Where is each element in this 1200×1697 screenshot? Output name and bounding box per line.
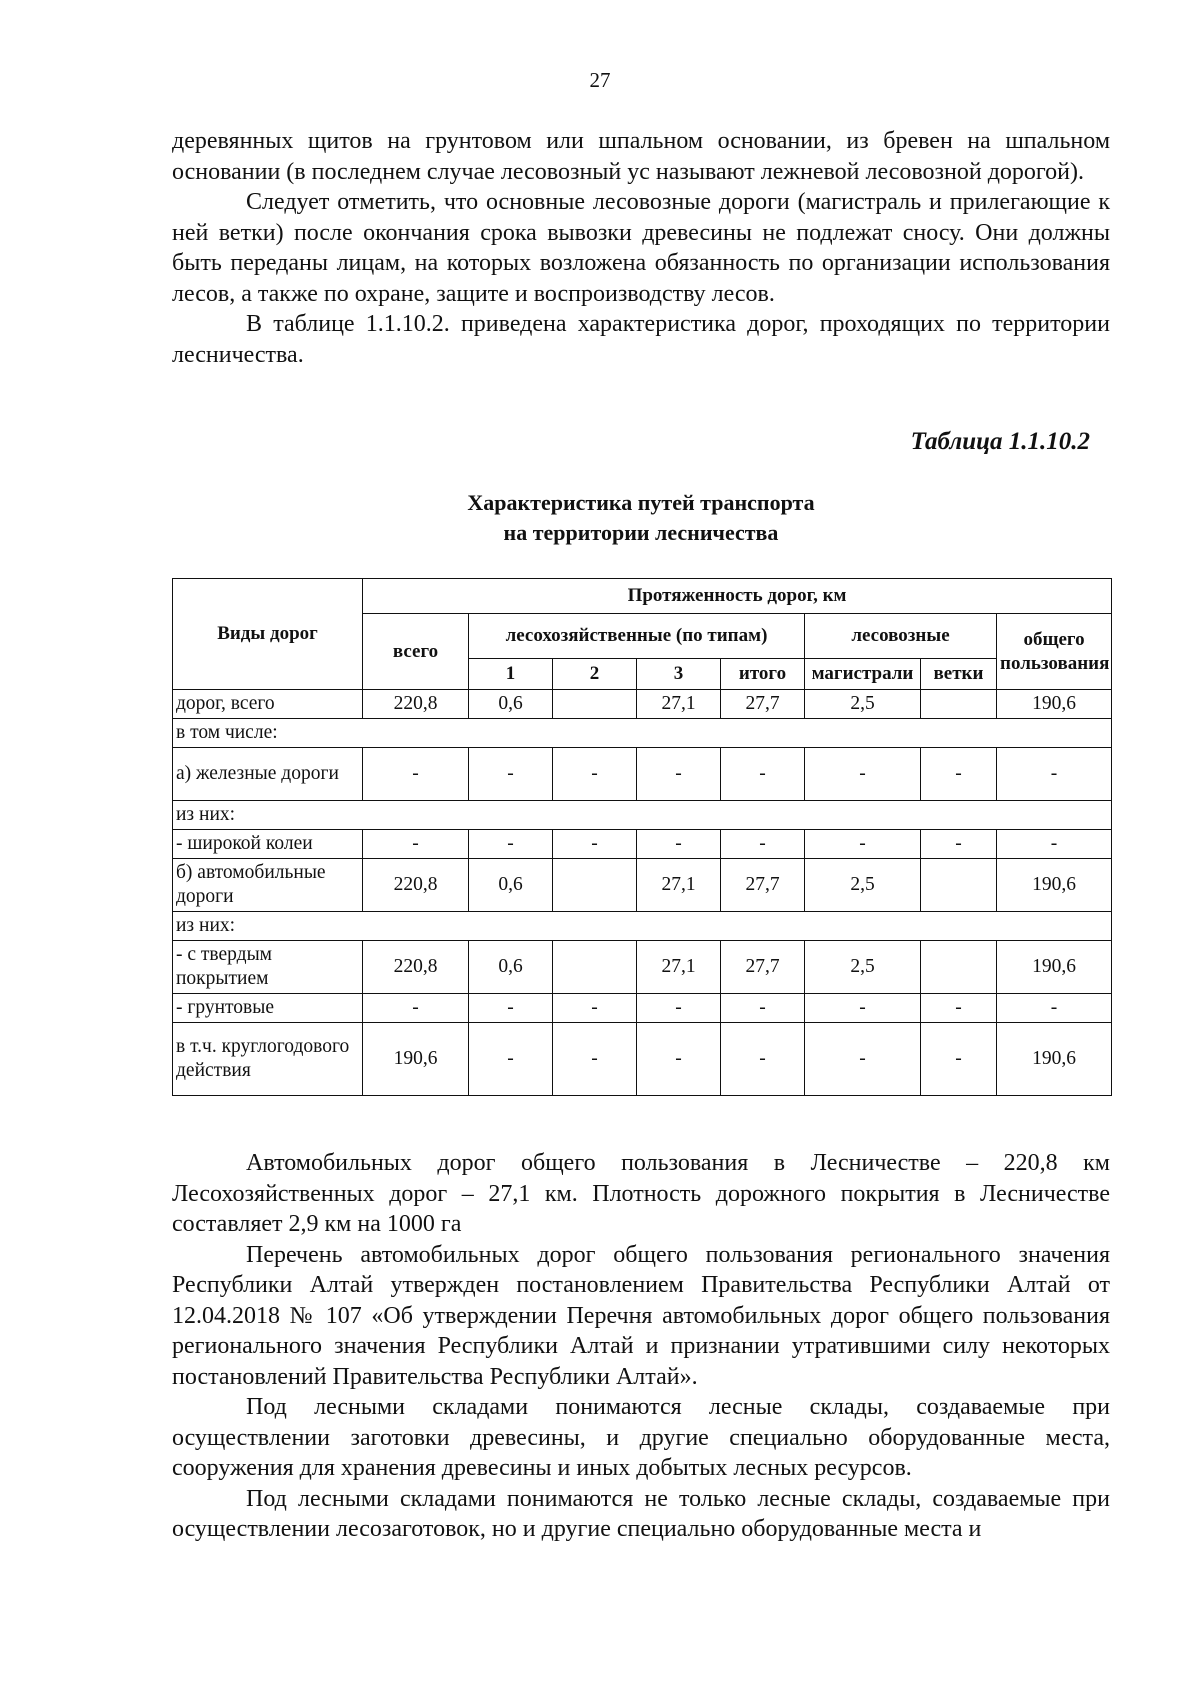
table-cell: - <box>637 748 721 801</box>
table-title <box>172 488 1110 548</box>
table-cell <box>553 690 637 719</box>
table-cell: 220,8 <box>363 859 469 912</box>
table-cell: - <box>921 830 997 859</box>
section-label: из них: <box>173 912 1112 941</box>
row-label: дорог, всего <box>173 690 363 719</box>
header-type-1: 1 <box>469 659 553 690</box>
table-cell: - <box>721 748 805 801</box>
table-cell: - <box>469 994 553 1023</box>
header-total: всего <box>363 614 469 690</box>
table-cell: - <box>363 830 469 859</box>
table-cell: - <box>997 994 1112 1023</box>
top-text-block <box>172 126 1110 370</box>
table-row <box>173 1023 1112 1096</box>
row-label: в т.ч. круглогодового действия <box>173 1023 363 1096</box>
table-cell: 27,7 <box>721 941 805 994</box>
table-cell: 190,6 <box>997 690 1112 719</box>
row-label: б) автомобильные дороги <box>173 859 363 912</box>
table-cell: - <box>553 1023 637 1096</box>
header-main: магистрали <box>805 659 921 690</box>
header-road-types: Виды дорог <box>173 579 363 690</box>
table-cell <box>921 941 997 994</box>
table-row <box>173 801 1112 830</box>
table-cell: - <box>363 748 469 801</box>
table-cell: 27,7 <box>721 690 805 719</box>
header-type-3: 3 <box>637 659 721 690</box>
table-row <box>173 994 1112 1023</box>
table-cell: - <box>921 994 997 1023</box>
table-cell: 190,6 <box>997 859 1112 912</box>
table-cell: - <box>469 1023 553 1096</box>
table-row <box>173 719 1112 748</box>
row-label: а) железные дороги <box>173 748 363 801</box>
row-label: - широкой колеи <box>173 830 363 859</box>
paragraph: Автомобильных дорог общего пользования в Лесничестве – 220,8 км Лесохозяйственных дорог – 27,1 км. Плотность дорожного покрытия в Лесничестве составляет 2,9 км на 1000 га <box>172 1150 1110 1237</box>
table-cell: - <box>469 748 553 801</box>
table-cell <box>553 941 637 994</box>
page-number: 27 <box>589 68 611 92</box>
table-cell: - <box>637 830 721 859</box>
table-cell: - <box>363 994 469 1023</box>
header-logging: лесовозные <box>805 614 997 659</box>
table-cell: - <box>805 1023 921 1096</box>
table-cell: - <box>805 748 921 801</box>
table-cell: - <box>921 748 997 801</box>
table-cell <box>921 690 997 719</box>
table-row <box>173 941 1112 994</box>
table-cell: 0,6 <box>469 859 553 912</box>
table-row <box>173 912 1112 941</box>
table-row <box>173 690 1112 719</box>
table-cell: 2,5 <box>805 941 921 994</box>
header-forestry: лесохозяйственные (по типам) <box>469 614 805 659</box>
table-cell: - <box>997 748 1112 801</box>
table-cell <box>553 859 637 912</box>
table-cell: 220,8 <box>363 941 469 994</box>
table-cell: - <box>805 994 921 1023</box>
table-row <box>173 859 1112 912</box>
row-label: - грунтовые <box>173 994 363 1023</box>
header-length: Протяженность дорог, км <box>363 579 1112 614</box>
header-public: общего пользования <box>997 614 1112 690</box>
table-cell: 190,6 <box>997 1023 1112 1096</box>
paragraph: деревянных щитов на грунтовом или шпальном основании, из бревен на шпальном основании (в последнем случае лесовозный ус называют лежневой лесовозной дорогой). <box>172 128 1110 185</box>
table-cell: - <box>721 830 805 859</box>
table-body <box>173 690 1112 1096</box>
table-cell: - <box>997 830 1112 859</box>
table-cell <box>921 859 997 912</box>
table-row <box>173 830 1112 859</box>
paragraph: Перечень автомобильных дорог общего пользования регионального значения Республики Алтай утвержден постановлением Правительства Республики Алтай от 12.04.2018 № 107 «Об утверждении Перечня автомобильных дорог общего пользования регионального значения Республики Алтай и признании утратившими силу некоторых постановлений Правительства Республики Алтай». <box>172 1241 1110 1390</box>
table-cell: 2,5 <box>805 859 921 912</box>
header-branches: ветки <box>921 659 997 690</box>
table-cell: 190,6 <box>997 941 1112 994</box>
table-cell: - <box>553 830 637 859</box>
table-cell: 190,6 <box>363 1023 469 1096</box>
table-cell: - <box>553 748 637 801</box>
section-label: в том числе: <box>173 719 1112 748</box>
table-cell: 27,7 <box>721 859 805 912</box>
table-cell: 0,6 <box>469 690 553 719</box>
table-cell: - <box>921 1023 997 1096</box>
paragraph: В таблице 1.1.10.2. приведена характеристика дорог, проходящих по территории лесничества. <box>172 311 1110 368</box>
table-title-line: Характеристика путей транспорта <box>467 490 815 515</box>
bottom-text-block <box>172 1148 1110 1545</box>
header-type-2: 2 <box>553 659 637 690</box>
table-cell: - <box>721 1023 805 1096</box>
table-cell: 220,8 <box>363 690 469 719</box>
table-cell: - <box>721 994 805 1023</box>
row-label: - с твердым покрытием <box>173 941 363 994</box>
roads-table <box>172 578 1112 1096</box>
table-cell: 2,5 <box>805 690 921 719</box>
table-cell: - <box>805 830 921 859</box>
paragraph: Под лесными складами понимаются не только лесные склады, создаваемые при осуществлении лесозаготовок, но и другие специально оборудованные места и <box>172 1485 1110 1542</box>
table-title-line: на территории лесничества <box>503 520 779 545</box>
section-label: из них: <box>173 801 1112 830</box>
header-itogo: итого <box>721 659 805 690</box>
table-cell: - <box>469 830 553 859</box>
table-cell: 27,1 <box>637 859 721 912</box>
table-cell: 0,6 <box>469 941 553 994</box>
paragraph: Следует отметить, что основные лесовозные дороги (магистраль и прилегающие к ней ветки) после окончания срока вывозки древесины не подлежат сносу. Они должны быть переданы лицам, на которых возложена обязанность по организации использования лесов, а также по охране, защите и воспроизводству лесов. <box>172 189 1110 307</box>
table-cell: - <box>637 994 721 1023</box>
table-row <box>173 748 1112 801</box>
table-cell: - <box>553 994 637 1023</box>
paragraph: Под лесными складами понимаются лесные склады, создаваемые при осуществлении заготовки древесины, и другие специально оборудованные места, сооружения для хранения древесины и иных добытых лесных ресурсов. <box>172 1394 1110 1481</box>
table-cell: 27,1 <box>637 941 721 994</box>
table-cell: - <box>637 1023 721 1096</box>
table-cell: 27,1 <box>637 690 721 719</box>
table-caption: Таблица 1.1.10.2 <box>910 428 1090 455</box>
